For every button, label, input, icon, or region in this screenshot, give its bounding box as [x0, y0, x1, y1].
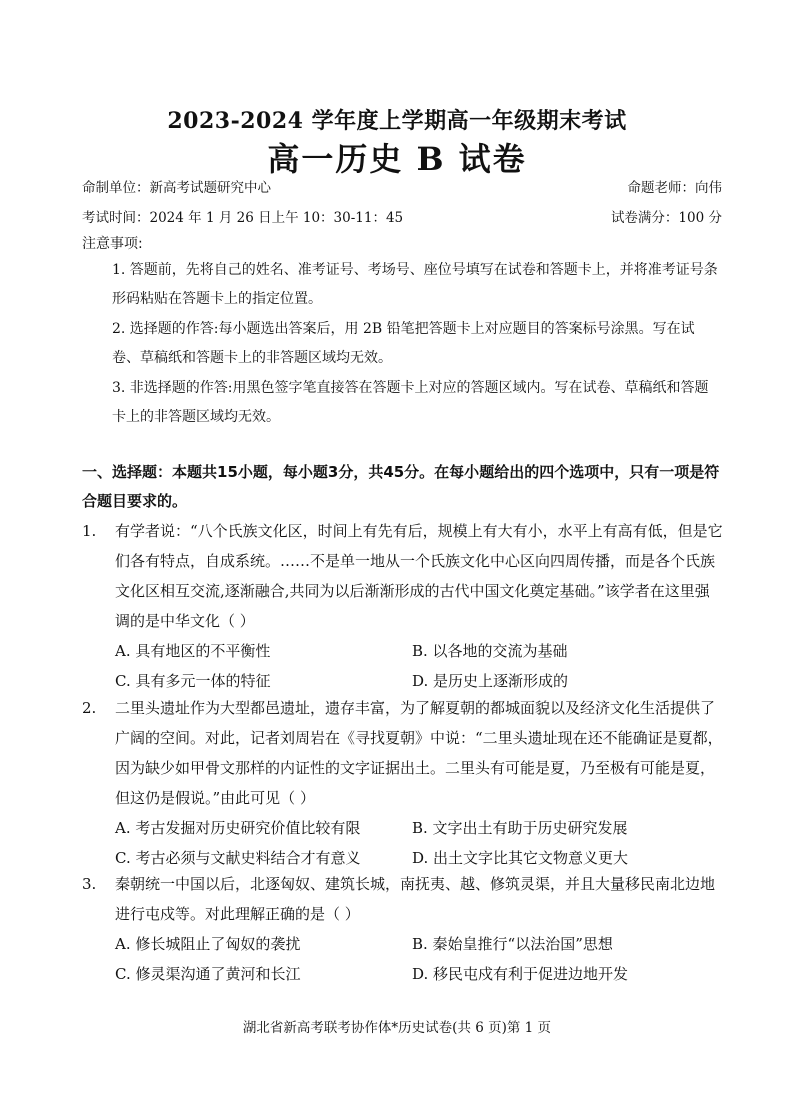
- option-b[interactable]: B. 文字出土有助于历史研究发展: [412, 819, 628, 837]
- exam-time: 考试时间：2024 年 1 月 26 日上午 10：30-11：45: [82, 210, 404, 226]
- question-options: [115, 813, 724, 873]
- question-options: [115, 636, 724, 696]
- meta-row-2: [82, 206, 722, 226]
- teacher-name: 命题老师：向伟: [627, 180, 722, 196]
- notice-item: [82, 374, 722, 432]
- question-2: [82, 693, 724, 873]
- option-d[interactable]: D. 移民屯戍有利于促进边地开发: [412, 965, 629, 983]
- full-score: 试卷满分：100 分: [610, 210, 722, 226]
- question-stem: 秦朝统一中国以后，北逐匈奴、建筑长城，南抚夷、越、修筑灵渠，并且大量移民南北边地进行屯戍等。对此理解正确的是（ ）: [115, 875, 716, 923]
- question-stem: 有学者说：“八个氏族文化区，时间上有先有后，规模上有大有小，水平上有高有低，但是它们各有特点，自成系统。……不是单一地从一个氏族文化中心区向四周传播，而是各个氏族文化区相互交流,逐渐融合,共同为以后渐渐形成的古代中国文化奠定基础。”该学者在这里强调的是中华文化（ ）: [115, 522, 723, 630]
- page-footer: 湖北省新高考联考协作体*历史试卷(共 6 页)第 1 页: [242, 1020, 552, 1036]
- option-a[interactable]: A. 考古发掘对历史研究价值比较有限: [115, 819, 361, 837]
- meta-row-1: [82, 176, 722, 196]
- notice-title: 注意事项:: [82, 236, 143, 252]
- notice-item-text: 1. 答题前，先将自己的姓名、准考证号、考场号、座位号填写在试卷和答题卡上，并将准考证号条形码粘贴在答题卡上的指定位置。: [112, 262, 718, 307]
- compiler-unit: 命制单位：新高考试题研究中心: [82, 180, 271, 196]
- paper-title: 高一历史 B 试卷: [267, 140, 527, 178]
- question-3: [82, 869, 724, 989]
- option-b[interactable]: B. 以各地的交流为基础: [412, 642, 568, 660]
- question-number: 1.: [82, 522, 97, 540]
- notice-item-text: 2. 选择题的作答:每小题选出答案后，用 2B 铅笔把答题卡上对应题目的答案标号涂黑。写在试卷、草稿纸和答题卡上的非答题区域均无效。: [112, 321, 695, 366]
- option-d[interactable]: D. 出土文字比其它文物意义更大: [412, 849, 629, 867]
- question-number: 2.: [82, 699, 97, 717]
- question-stem: 二里头遗址作为大型都邑遗址，遗存丰富，为了解夏朝的都城面貌以及经济文化生活提供了广阔的空间。对此，记者刘周岩在《寻找夏朝》中说：“二里头遗址现在还不能确证是夏都，因为缺少如甲骨文那样的内证性的文字证据出土。二里头有可能是夏，乃至极有可能是夏，但这仍是假说。”由此可见（ ）: [115, 699, 723, 807]
- notice-item: [82, 256, 722, 314]
- notice-item: [82, 315, 722, 373]
- option-d[interactable]: D. 是历史上逐渐形成的: [412, 672, 569, 690]
- question-number: 3.: [82, 875, 97, 893]
- option-c[interactable]: C. 具有多元一体的特征: [115, 672, 271, 690]
- option-b[interactable]: B. 秦始皇推行“以法治国”思想: [412, 935, 613, 953]
- option-a[interactable]: A. 具有地区的不平衡性: [115, 642, 271, 660]
- option-c[interactable]: C. 考古必须与文献史料结合才有意义: [115, 849, 361, 867]
- section-heading: 一、选择题：本题共15小题，每小题3分，共45分。在每小题给出的四个选项中，只有一项是符合题目要求的。: [82, 463, 720, 510]
- option-c[interactable]: C. 修灵渠沟通了黄河和长江: [115, 965, 301, 983]
- exam-title: 2023-2024 学年度上学期高一年级期末考试: [167, 108, 627, 134]
- notice-item-text: 3. 非选择题的作答:用黑色签字笔直接答在答题卡上对应的答题区域内。写在试卷、草稿纸和答题卡上的非答题区域均无效。: [112, 380, 709, 425]
- question-1: [82, 516, 724, 696]
- option-a[interactable]: A. 修长城阻止了匈奴的袭扰: [115, 935, 301, 953]
- question-options: [115, 929, 724, 989]
